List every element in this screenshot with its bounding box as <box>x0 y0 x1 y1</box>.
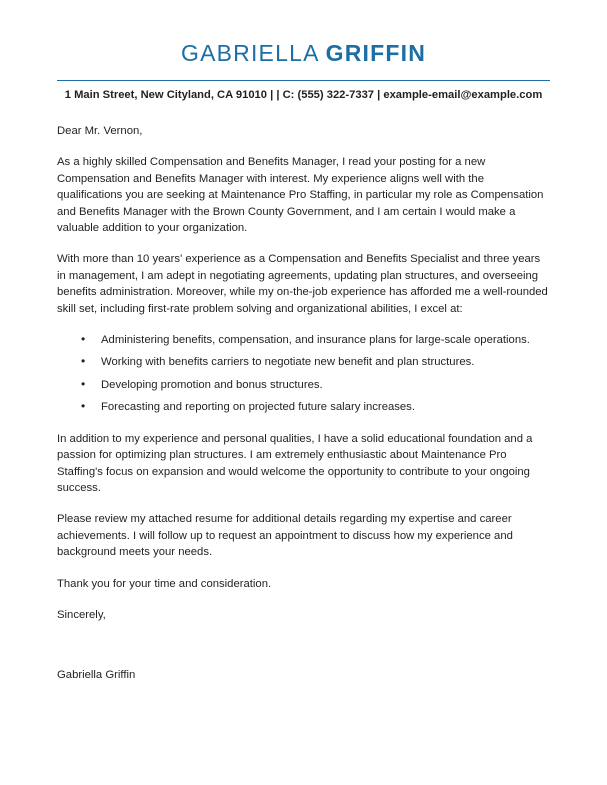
closing-line: Sincerely, <box>57 608 106 621</box>
qualifications-list <box>57 332 550 416</box>
paragraph-followup: Please review my attached resume for additional details regarding my expertise and career achievements. I will follow up to request an appointment to discuss how my experience and background meets your needs. <box>57 513 513 559</box>
letter-body <box>57 101 550 684</box>
applicant-last-name: GRIFFIN <box>325 40 427 66</box>
list-item: • Forecasting and reporting on projected future salary increases. <box>89 399 550 415</box>
salutation: Dear Mr. Vernon, <box>57 125 143 137</box>
applicant-name <box>57 40 550 67</box>
signature-name: Gabriella Griffin <box>57 669 136 682</box>
paragraph-education: In addition to my experience and personal qualities, I have a solid educational foundation and a passion for optimizing plan structures. I am extremely enthusiastic about Maintenance Pro Staffing's focus on expansion and would welcome the opportunity to contribute to your ongoing success. <box>57 432 533 494</box>
contact-info: 1 Main Street, New Cityland, CA 91010 | | C: (555) 322-7337 | example-email@example.com <box>64 89 543 101</box>
applicant-first-name: GABRIELLA <box>180 40 320 66</box>
list-item: • Developing promotion and bonus structures. <box>89 377 550 393</box>
paragraph-intro: As a highly skilled Compensation and Benefits Manager, I read your posting for a new Compensation and Benefits Manager with interest. My experience aligns well with the qualifications you are seeking at Maintenance Pro Staffing, in particular my role as Compensation and Benefits Manager with the Brown County Government, and I am certain I would make a valuable addition to your organization. <box>57 156 544 235</box>
letterhead <box>57 0 550 101</box>
list-item: • Administering benefits, compensation, and insurance plans for large-scale operations. <box>89 332 550 348</box>
paragraph-experience: With more than 10 years' experience as a Compensation and Benefits Specialist and three years in management, I am adept in negotiating agreements, updating plan structures, and overseeing benefits administration. Moreover, while my on-the-job experience has afforded me a well-rounded skill set, including first-rate problem solving and organizational abilities, I excel at: <box>57 253 548 315</box>
thank-you-line: Thank you for your time and consideration. <box>57 577 272 590</box>
header-divider <box>57 80 550 81</box>
list-item: • Working with benefits carriers to negotiate new benefit and plan structures. <box>89 354 550 370</box>
